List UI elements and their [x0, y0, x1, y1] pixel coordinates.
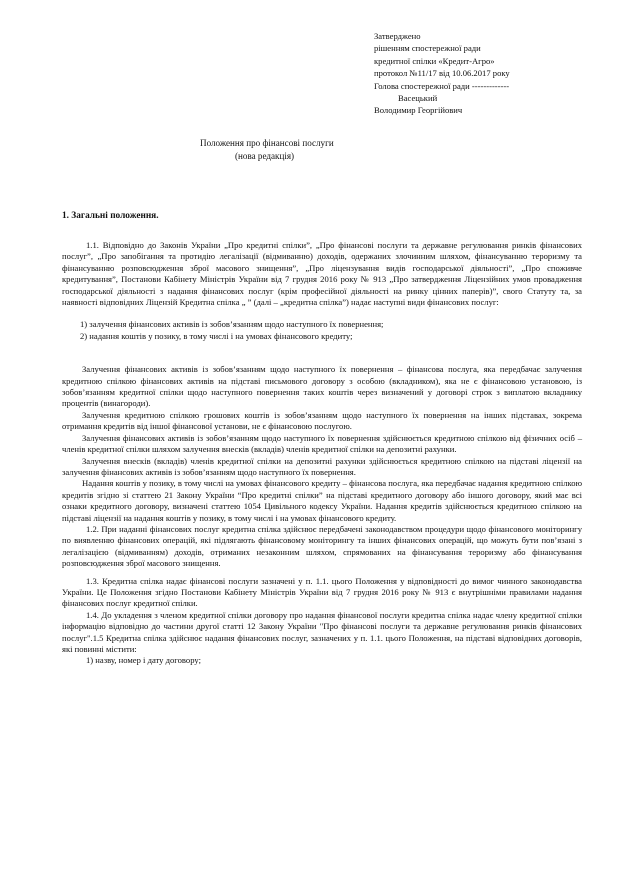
- title-sub: (нова редакція): [235, 151, 295, 161]
- approval-line: кредитної спілки «Кредит-Агро»: [374, 55, 495, 66]
- paragraph-1-3: 1.3. Кредитна спілка надає фінансові послуги зазначені у п. 1.1. цього Положення у відповідності до вимог чинного законодавства України. Це Положення згідно Постанови Кабінету Міністрів України від 7 грудня 2016 року № 913 є внутрішніми правилами надання фінансових послуг кредитної спілки.: [62, 575, 582, 609]
- approval-line: Голова спостережної ради -------------: [374, 80, 510, 91]
- approval-line: Васецький: [398, 93, 438, 104]
- list-item: 2) надання коштів у позику, в тому числі і на умовах фінансового кредиту;: [80, 330, 353, 341]
- approval-line: Володимир Георгійович: [374, 105, 463, 116]
- list-item: 1) назву, номер і дату договору;: [86, 655, 201, 666]
- approval-line: Затверджено: [374, 31, 421, 41]
- paragraph-definition: Надання коштів у позику, в тому числі на умовах фінансового кредиту – фінансова послуга, яка передбачає надання кредитною спілкою кредитів згідно зі статтею 21 Закону України “Про кредитні спілки” на підставі кредитного договору або іншого договору, який має всі ознаки кредитного договору, визначені статтею 1054 Цивільного кодексу України. Надання кредитів здійснюється кредитною спілкою на підставі ліцензії на надання коштів у позику, в тому числі і на умовах фінансового кредиту.: [62, 478, 582, 523]
- approval-block: [374, 30, 610, 117]
- paragraph-1-2: 1.2. При наданні фінансових послуг кредитна спілка здійснює передбачені законодавством процедури щодо фінансового моніторингу по виявленню фінансових операцій, які підлягають фінансовому моніторингу та інших фінансових операцій, що можуть бути пов’язані з легалізацією (відмиванням) доходів, отриманих незаконним шляхом, спрямованих на фінансування тероризму або фінансування розповсюдження зброї масового знищення.: [62, 523, 582, 569]
- document-title: [200, 137, 334, 163]
- section-body: [62, 240, 582, 667]
- paragraph-definition: Залучення кредитною спілкою грошових коштів із зобов’язанням щодо наступного їх повернення на інших підставах, зокрема отримання кредитів від іншої фінансової установи, не є фінансовою послугою.: [62, 409, 582, 432]
- section-heading: 1. Загальні положення.: [62, 211, 159, 221]
- paragraph-1-1: 1.1. Відповідно до Законів України „Про кредитні спілки”, „Про фінансові послуги та державне регулювання ринків фінансових послуг”, „Про запобігання та протидію легалізації (відмиванню) доходів, одержаних злочинним шляхом, фінансуванню тероризму та фінансуванню розповсюдження зброї масового знищення”, „Про ліцензування видів господарської діяльності”, „Про споживче кредитування”, Постанови Кабінету Міністрів України від 7 грудня 2016 року № 913 „Про затвердження Ліцензійних умов провадження господарської діяльності з надання фінансових послуг (крім професійної діяльності на ринку цінних паперів)”, свого Статуту та, за наявності відповідних Ліцензій Кредитна спілка „ ” (далі – „кредитна спілка”) надає наступні види фінансових послуг:: [62, 240, 582, 308]
- approval-line: рішенням спостережної ради: [374, 43, 481, 54]
- list-item: 1) залучення фінансових активів із зобов’язанням щодо наступного їх повернення;: [80, 319, 384, 330]
- paragraph-definition: Залучення фінансових активів із зобов’язанням щодо наступного їх повернення – фінансова послуга, яка передбачає залучення кредитною спілкою фінансових активів на підставі письмового договору з особою (вкладником), яка не є фінансовою установою, із зобов’язанням кредитної спілки щодо наступного повернення таких коштів через визначений у договорі строк з виплатою вкладнику процентів (винагороди).: [62, 364, 582, 409]
- paragraph-definition: Залучення внесків (вкладів) членів кредитної спілки на депозитні рахунки здійснюється кредитною спілкою на підставі ліцензії на залучення фінансових активів із зобов’язанням щодо наступного їх повернення.: [62, 455, 582, 477]
- paragraph-1-4: 1.4. До укладення з членом кредитної спілки договору про надання фінансової послуги кредитна спілка надає члену кредитної спілки інформацію відповідно до частини другої статті 12 Закону України "Про фінансові послуги та державне регулювання ринків фінансових послуг".1.5 Кредитна спілка здійснює надання фінансових послуг, зазначених у п. 1.1. цього Положення, на підставі відповідних договорів, які повинні містити:: [62, 609, 582, 654]
- title-main: Положення про фінансові послуги: [200, 138, 334, 148]
- approval-line: протокол №11/17 від 10.06.2017 року: [374, 68, 510, 79]
- paragraph-definition: Залучення фінансових активів із зобов’язанням щодо наступного їх повернення здійснюється кредитною спілкою від фізичних осіб – членів кредитної спілки шляхом залучення внесків (вкладів) членів кредитної спілки на депозитні рахунки.: [62, 432, 582, 455]
